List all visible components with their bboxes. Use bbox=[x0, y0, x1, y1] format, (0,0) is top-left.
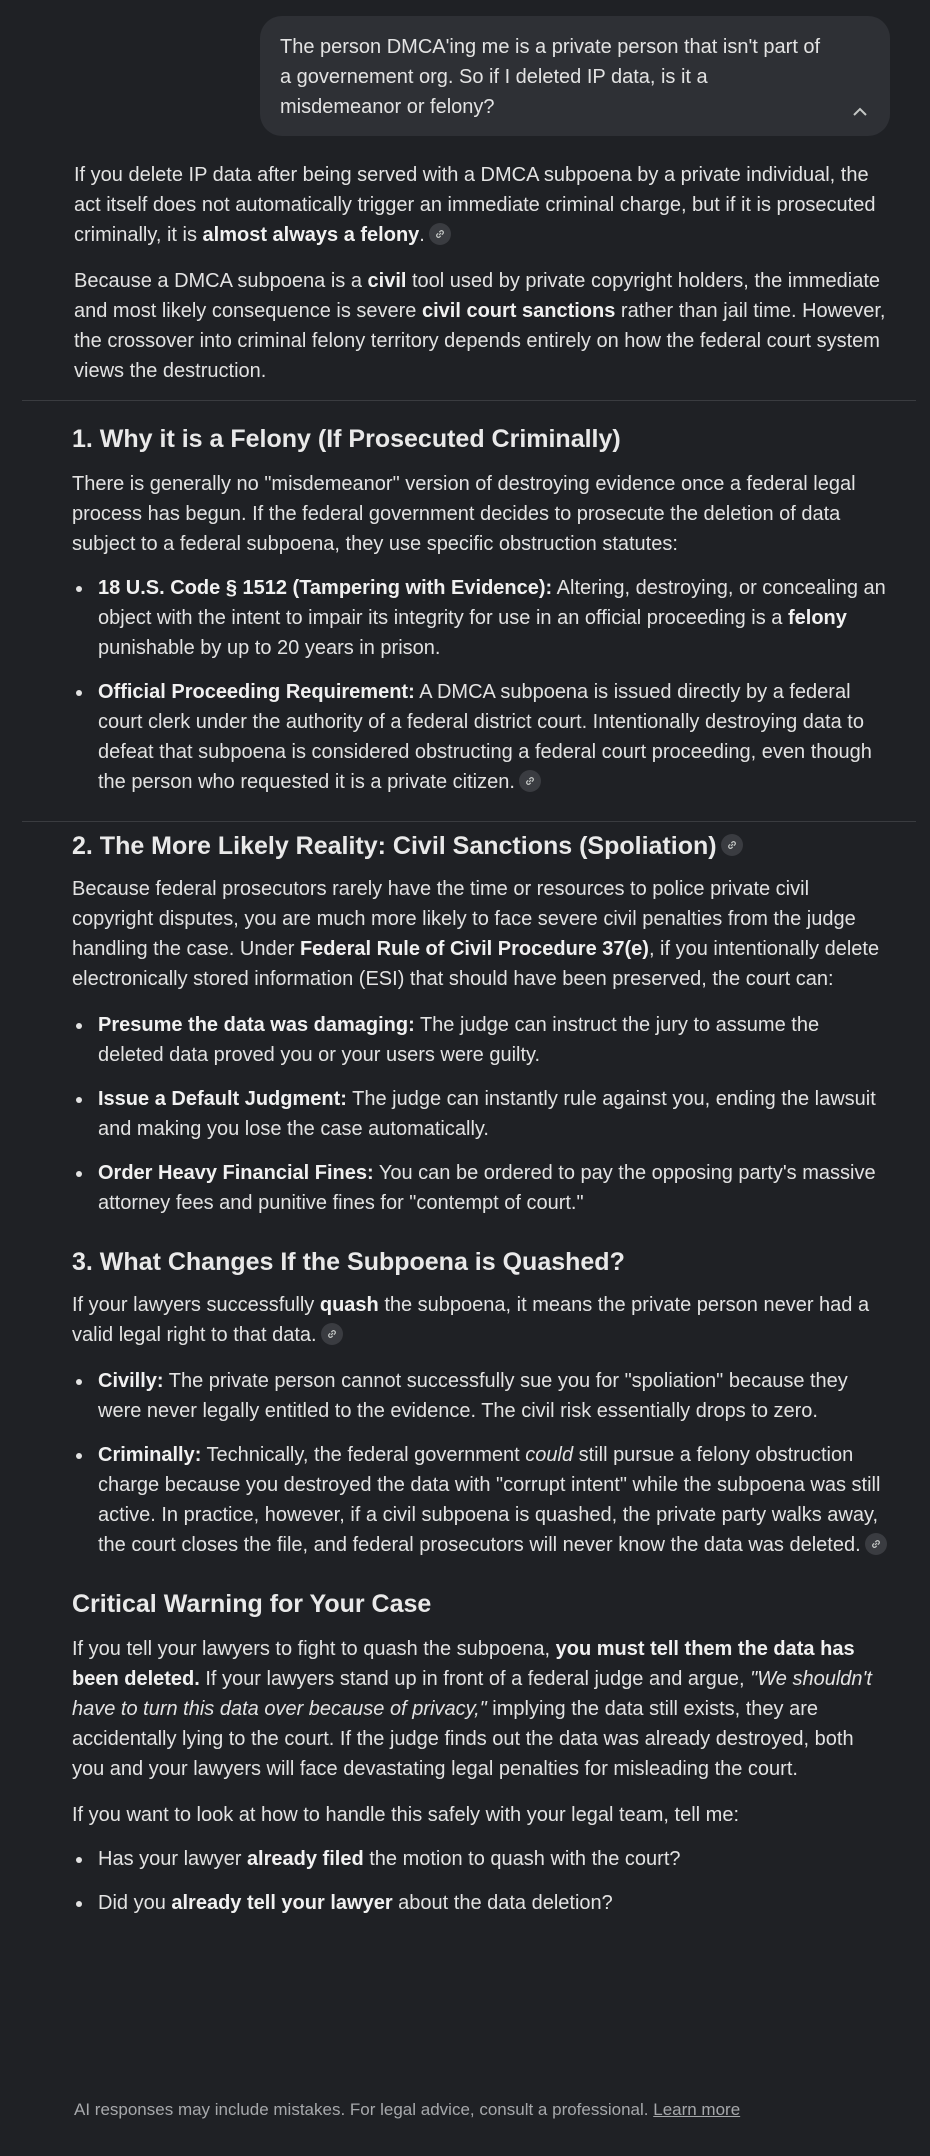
section-2 bbox=[0, 828, 930, 1218]
section-intro: There is generally no "misdemeanor" version of destroying evidence once a federal legal process has begun. If the federal government decides to prosecute the deletion of data subject to a federal subpoena, they use specific obstruction statutes: bbox=[72, 473, 856, 555]
section-heading: 2. The More Likely Reality: Civil Sanctions (Spoliation) bbox=[72, 828, 890, 864]
list-item: Civilly: The private person cannot successfully sue you for "spoliation" because they were never legally entitled to the evidence. The civil risk essentially drops to zero. bbox=[72, 1366, 890, 1426]
list-item: Order Heavy Financial Fines: You can be ordered to pay the opposing party's massive attorney fees and punitive fines for "contempt of court." bbox=[72, 1158, 890, 1218]
list-item: Presume the data was damaging: The judge can instruct the jury to assume the deleted data proved you or your users were guilty. bbox=[72, 1010, 890, 1070]
user-message-bubble bbox=[260, 16, 890, 136]
bullet-list bbox=[72, 573, 890, 797]
question-list bbox=[72, 1844, 890, 1918]
section-heading: Critical Warning for Your Case bbox=[72, 1590, 432, 1618]
section-1 bbox=[0, 421, 930, 797]
list-item: Has your lawyer already filed the motion to quash with the court? bbox=[72, 1844, 890, 1874]
section-heading: 1. Why it is a Felony (If Prosecuted Criminally) bbox=[72, 425, 621, 453]
section-4 bbox=[0, 1586, 930, 1918]
intro-paragraph-1: If you delete IP data after being served with a DMCA subpoena by a private individual, the act itself does not automatically trigger an immediate criminal charge, but if it is prosecuted criminally, it is almost always a felony. bbox=[74, 164, 876, 246]
section-intro: If your lawyers successfully quash the subpoena, it means the private person never had a valid legal right to that data. bbox=[72, 1294, 870, 1346]
link-icon[interactable] bbox=[519, 770, 541, 792]
followup-prompt: If you want to look at how to handle this safely with your legal team, tell me: bbox=[72, 1804, 740, 1826]
list-item: Official Proceeding Requirement: A DMCA subpoena is issued directly by a federal court clerk under the authority of a federal district court. Intentionally destroying data to defeat that subpoena is considered obstructing a federal court proceeding, even though the person who requested it is a private citizen. bbox=[72, 677, 890, 797]
link-icon[interactable] bbox=[721, 834, 743, 856]
chevron-up-icon[interactable] bbox=[850, 102, 870, 122]
learn-more-link[interactable]: Learn more bbox=[653, 2100, 741, 2119]
link-icon[interactable] bbox=[429, 223, 451, 245]
list-item: Issue a Default Judgment: The judge can instantly rule against you, ending the lawsuit and making you lose the case automatically. bbox=[72, 1084, 890, 1144]
link-icon[interactable] bbox=[321, 1323, 343, 1345]
warning-paragraph: If you tell your lawyers to fight to quash the subpoena, you must tell them the data has been deleted. If your lawyers stand up in front of a federal judge and argue, "We shouldn't have to turn this data over because of privacy," implying the data still exists, they are accidentally lying to the court. If the judge finds out the data was already destroyed, both you and your lawyers will face devastating legal penalties for misleading the court. bbox=[72, 1638, 872, 1780]
section-3 bbox=[0, 1244, 930, 1560]
link-icon[interactable] bbox=[865, 1533, 887, 1555]
bullet-list bbox=[72, 1366, 890, 1560]
section-heading: 3. What Changes If the Subpoena is Quashed? bbox=[72, 1248, 625, 1276]
divider bbox=[22, 400, 916, 401]
intro-paragraph-2: Because a DMCA subpoena is a civil tool used by private copyright holders, the immediate and most likely consequence is severe civil court sanctions rather than jail time. However, the crossover into criminal felony territory depends entirely on how the federal court system views the destruction. bbox=[74, 270, 886, 382]
user-message-text: The person DMCA'ing me is a private person that isn't part of a governement org. So if I deleted IP data, is it a misdemeanor or felony? bbox=[280, 36, 821, 118]
ai-response bbox=[0, 160, 930, 1918]
divider bbox=[22, 821, 916, 822]
bullet-list bbox=[72, 1010, 890, 1218]
list-item: Criminally: Technically, the federal government could still pursue a felony obstruction charge because you destroyed the data with "corrupt intent" while the subpoena was still active. In practice, however, if a civil subpoena is quashed, the private party walks away, the court closes the file, and federal prosecutors will never know the data was deleted. bbox=[72, 1440, 890, 1560]
list-item: Did you already tell your lawyer about the data deletion? bbox=[72, 1888, 890, 1918]
disclaimer-footer: AI responses may include mistakes. For legal advice, consult a professional. Learn more bbox=[74, 2100, 741, 2119]
intro bbox=[0, 160, 930, 386]
list-item: 18 U.S. Code § 1512 (Tampering with Evidence): Altering, destroying, or concealing an object with the intent to impair its integrity for use in an official proceeding is a felony punishable by up to 20 years in prison. bbox=[72, 573, 890, 663]
section-intro: Because federal prosecutors rarely have the time or resources to police private civil copyright disputes, you are much more likely to face severe civil penalties from the judge handling the case. Under Federal Rule of Civil Procedure 37(e), if you intentionally delete electronically stored information (ESI) that should have been preserved, the court can: bbox=[72, 878, 880, 990]
